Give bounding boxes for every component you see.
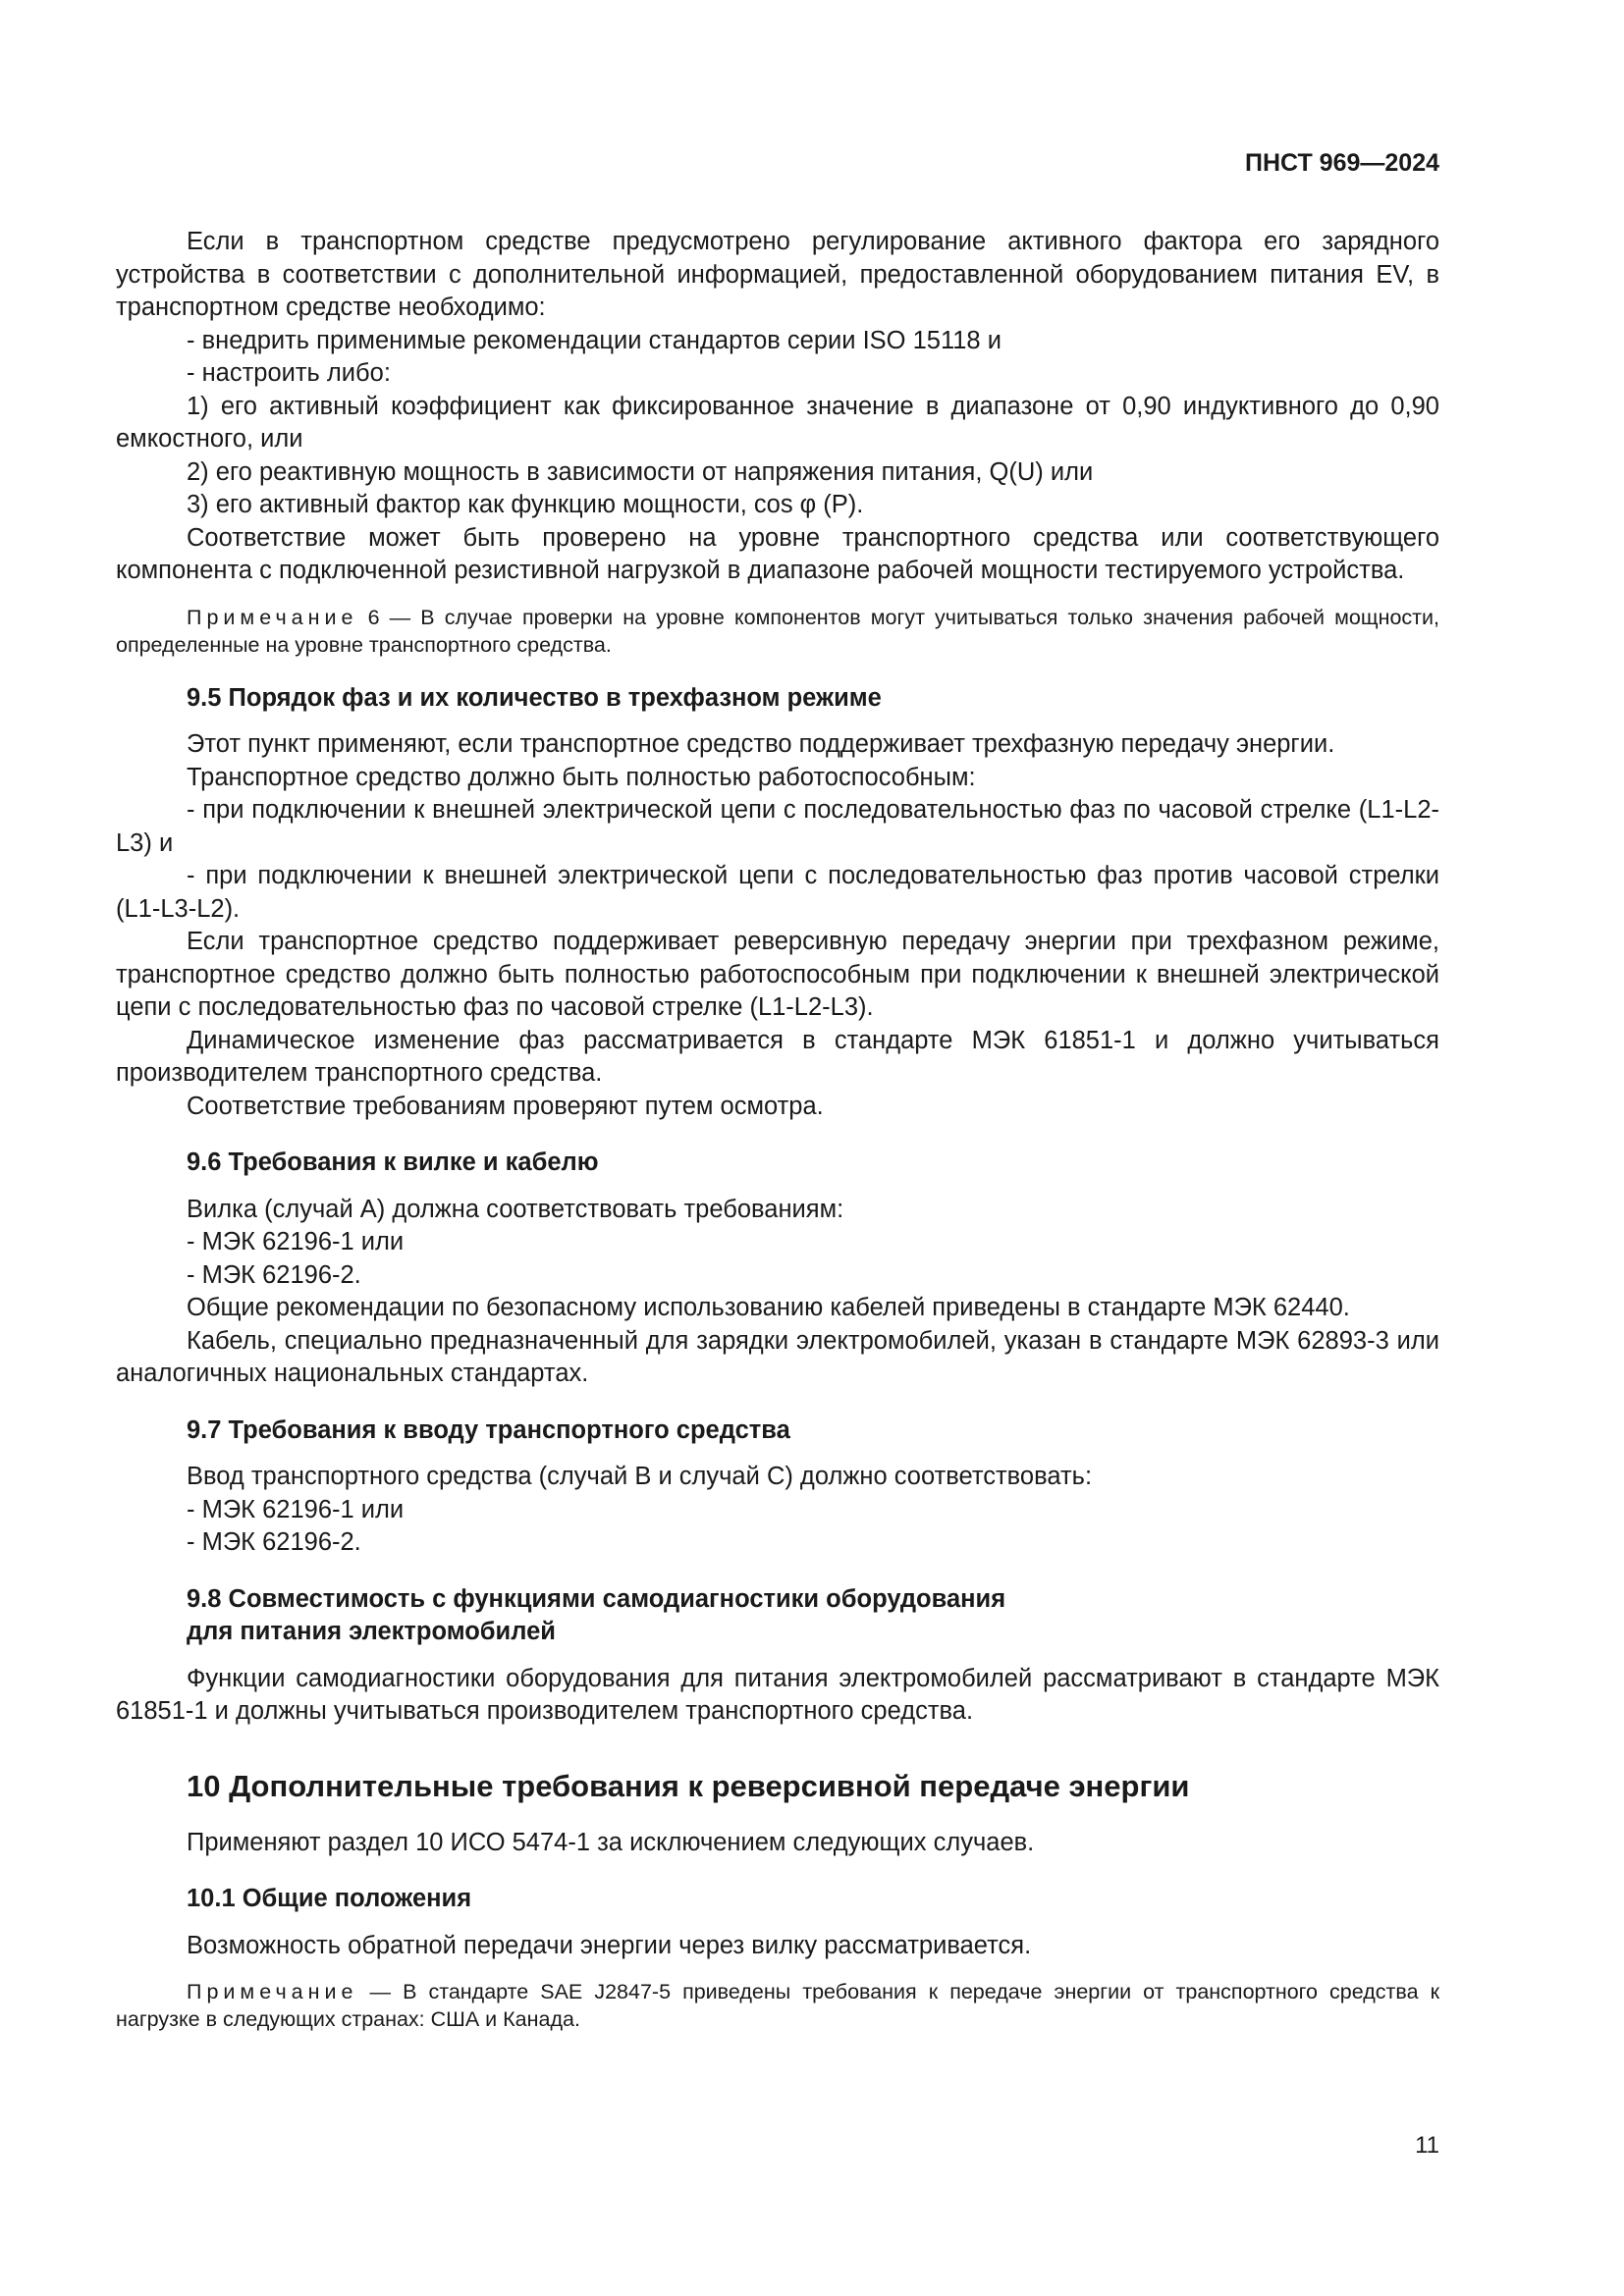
note-label: Примечание: [187, 1980, 358, 2003]
list-item: - внедрить применимые рекомендации стандартов серии ISO 15118 и: [187, 326, 1001, 354]
list-item: - при подключении к внешней электрической цепи с последовательностью фаз против часовой стрелки (L1-L3-L2).: [116, 862, 1439, 923]
paragraph: Вилка (случай А) должна соответствовать требованиям:: [187, 1195, 844, 1223]
list-item: - при подключении к внешней электрической цепи с последовательностью фаз по часовой стрелке (L1-L2-L3) и: [116, 796, 1439, 857]
paragraph: Возможность обратной передачи энергии через вилку рассматривается.: [187, 1931, 1032, 1959]
paragraph: Общие рекомендации по безопасному использованию кабелей приведены в стандарте МЭК 62440.: [187, 1294, 1350, 1321]
document-body: [116, 226, 1439, 2033]
paragraph: Транспортное средство должно быть полностью работоспособным:: [187, 763, 976, 791]
paragraph: Динамическое изменение фаз рассматривается в стандарте МЭК 61851-1 и должно учитываться производителем транспортного средства.: [116, 1026, 1439, 1087]
note: [116, 1978, 1439, 2033]
paragraph: Этот пункт применяют, если транспортное средство поддерживает трехфазную передачу энергии.: [187, 730, 1335, 758]
note-text: 6 — В случае проверки на уровне компонентов могут учитываться только значения рабочей мощности, определенные на уровне транспортного средства.: [116, 605, 1439, 657]
list-item: - настроить либо:: [187, 359, 391, 387]
note-label: Примечание: [187, 605, 358, 629]
section-heading-9-5: 9.5 Порядок фаз и их количество в трехфазном режиме: [187, 683, 882, 712]
heading-line: для питания электромобилей: [187, 1618, 556, 1645]
section-heading-10-1: 10.1 Общие положения: [187, 1885, 472, 1912]
numbered-item: 3) его активный фактор как функцию мощности, cos φ (P).: [187, 491, 864, 518]
list-item: - МЭК 62196-1 или: [187, 1495, 405, 1523]
list-item: - МЭК 62196-2.: [187, 1260, 361, 1289]
note-6: [116, 604, 1439, 659]
page-number: 11: [1415, 2132, 1439, 2159]
section-heading-9-7: 9.7 Требования к вводу транспортного средства: [187, 1415, 790, 1444]
paragraph: Функции самодиагностики оборудования для питания электромобилей рассматривают в стандарте МЭК 61851-1 и должны учитываться производителем транспортного средства.: [116, 1664, 1439, 1725]
section-heading-10: 10 Дополнительные требования к реверсивной передаче энергии: [187, 1768, 1190, 1803]
numbered-item: 2) его реактивную мощность в зависимости от напряжения питания, Q(U) или: [187, 457, 1094, 486]
paragraph: Применяют раздел 10 ИСО 5474-1 за исключением следующих случаев.: [187, 1828, 1035, 1856]
section-heading-9-8: [187, 1583, 1439, 1649]
paragraph: Соответствие может быть проверено на уровне транспортного средства или соответствующего компонента с подключенной резистивной нагрузкой в диапазоне рабочей мощности тестируемого устройства.: [116, 523, 1439, 584]
section-heading-9-6: 9.6 Требования к вилке и кабелю: [187, 1148, 599, 1176]
list-item: - МЭК 62196-1 или: [187, 1228, 405, 1255]
paragraph: Соответствие требованиям проверяют путем осмотра.: [187, 1092, 824, 1120]
note-text: — В стандарте SAE J2847-5 приведены требования к передаче энергии от транспортного средства к нагрузке в следующих странах: США и Канада.: [116, 1980, 1439, 2031]
paragraph: Если в транспортном средстве предусмотрено регулирование активного фактора его зарядного устройства в соответствии с дополнительной информацией, предоставленной оборудованием питания EV, в транспортном средстве необходимо:: [116, 228, 1439, 321]
heading-line: 9.8 Совместимость с функциями самодиагностики оборудования: [187, 1584, 1006, 1613]
paragraph: Ввод транспортного средства (случай B и случай C) должно соответствовать:: [187, 1463, 1093, 1490]
list-item: - МЭК 62196-2.: [187, 1528, 361, 1556]
numbered-item: 1) его активный коэффициент как фиксированное значение в диапазоне от 0,90 индуктивного до 0,90 емкостного, или: [116, 392, 1439, 453]
document-code: ПНСТ 969—2024: [1245, 149, 1439, 177]
paragraph: Если транспортное средство поддерживает реверсивную передачу энергии при трехфазном режиме, транспортное средство должно быть полностью работоспособным при подключении к внешней электрической цепи с последовательностью фаз по часовой стрелке (L1-L2-L3).: [116, 928, 1439, 1021]
paragraph: Кабель, специально предназначенный для зарядки электромобилей, указан в стандарте МЭК 62893-3 или аналогичных национальных стандартах.: [116, 1326, 1439, 1387]
